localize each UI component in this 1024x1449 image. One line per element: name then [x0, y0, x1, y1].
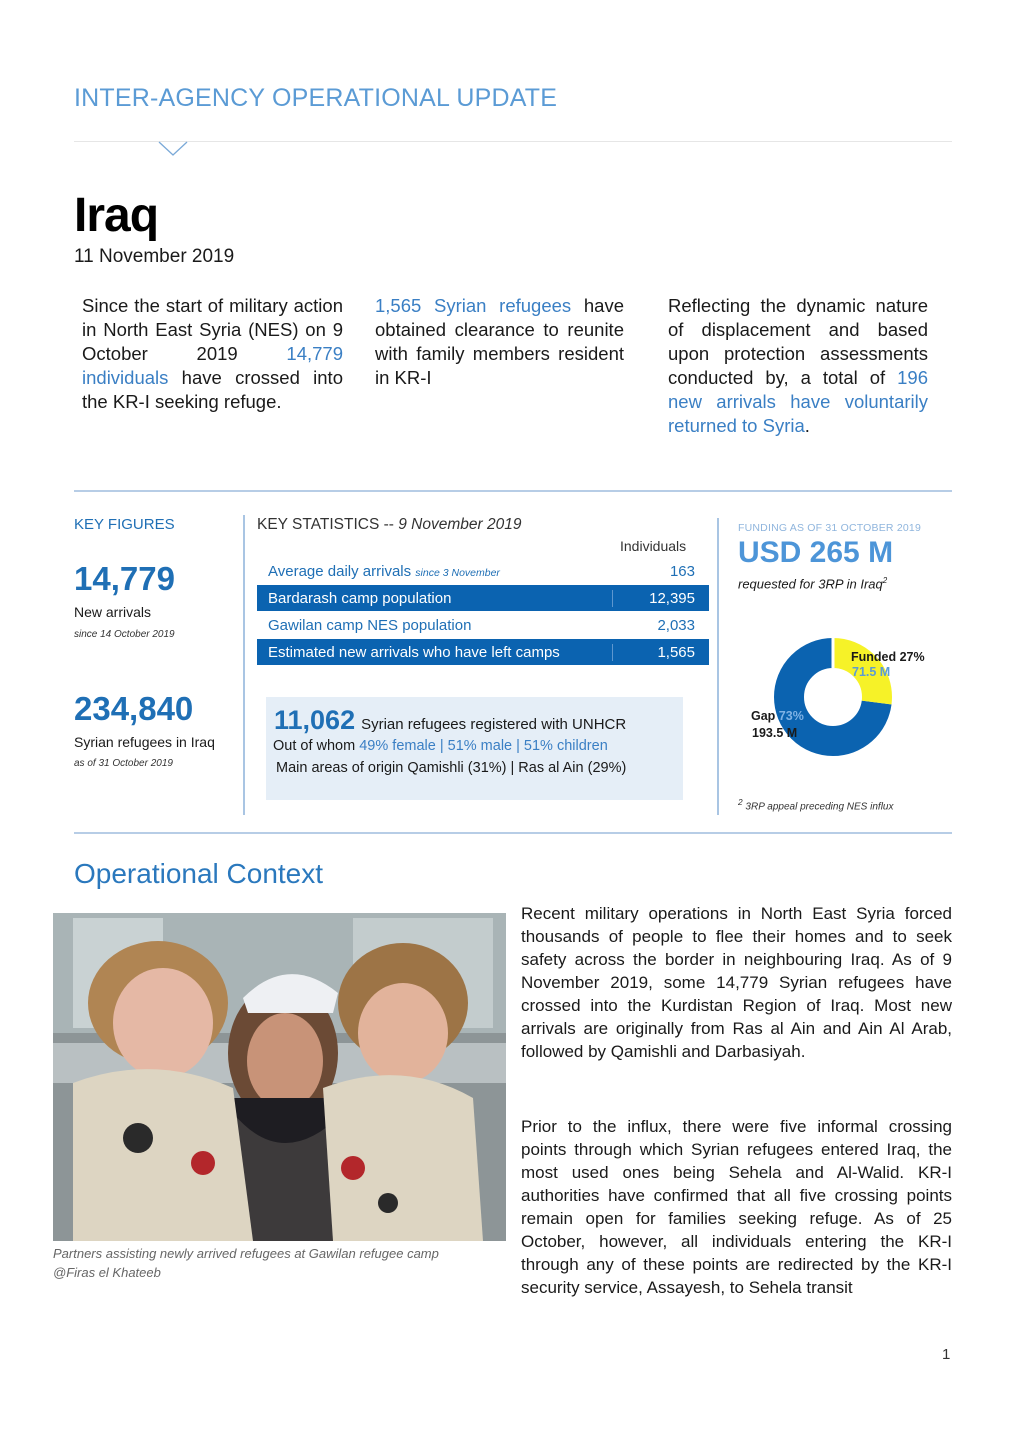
photo-caption: Partners assisting newly arrived refugees at Gawilan refugee camp @Firas el Khateeb	[53, 1246, 439, 1280]
registration-breakdown: Out of whom 49% female | 51% male | 51% children	[273, 738, 608, 754]
gap-label: Gap 73%	[751, 709, 804, 723]
key-figure-sub: since 14 October 2019	[74, 629, 175, 640]
key-statistics-heading: KEY STATISTICS -- 9 November 2019	[257, 516, 522, 533]
column-divider	[243, 515, 245, 815]
key-statistics-table	[257, 558, 709, 666]
column-header-individuals: Individuals	[620, 538, 687, 554]
key-figure-value: 234,840	[74, 690, 194, 727]
photo-image	[53, 913, 506, 1241]
intro-col-2: 1,565 Syrian refugees have obtained clearance to reunite with family members resident in KR-I	[375, 295, 624, 388]
page-number: 1	[942, 1346, 951, 1363]
highlight: 14,779 individuals	[82, 343, 343, 388]
registration-summary: 11,062 Syrian refugees registered with UNHCR	[274, 705, 627, 735]
column-divider	[717, 518, 719, 815]
funding-footnote: $^2$ 3RP appeal preceding NES influx	[738, 797, 894, 813]
highlight: 1,565 Syrian refugees	[375, 295, 572, 316]
intro-col-1: Since the start of military action in North East Syria (NES) on 9 October 2019 14,779 individuals have crossed into the KR-I seeking refuge.	[82, 295, 343, 412]
key-figure-sub: as of 31 October 2019	[74, 758, 173, 769]
section-divider	[74, 832, 952, 834]
funded-label: Funded 27%	[851, 650, 925, 664]
report-date: 11 November 2019	[74, 246, 235, 267]
highlight: 196 new arrivals have voluntarily returned to Syria	[668, 367, 928, 436]
funded-value: 71.5 M	[852, 665, 891, 679]
header-divider	[74, 141, 952, 142]
section-divider	[74, 490, 952, 492]
table-row: Average daily arrivals since 3 November 163	[257, 558, 709, 584]
funding-amount: USD 265 M	[738, 536, 894, 569]
section-title: Operational Context	[74, 858, 324, 889]
funding-heading: FUNDING AS OF 31 OCTOBER 2019	[738, 522, 921, 534]
key-figure-label: New arrivals	[74, 604, 152, 620]
funding-subtitle: requested for 3RP in Iraq$^2$	[738, 576, 888, 592]
body-paragraph: Prior to the influx, there were five informal crossing points through which Syrian refugees entered Iraq, the most used ones being Sehela and Al-Walid. KR-I authorities have confirmed that all five crossing points remain open for families seeking refuge. As of 25 October, however, all individuals entering the KR-I through any of these points are redirected by the KR-I security service, Assayesh, to Sehela transit	[521, 1117, 952, 1297]
photo-refugees-gawilan	[53, 913, 506, 1241]
table-row: Gawilan camp NES population 2,033	[257, 612, 709, 638]
page-title: Iraq	[74, 189, 159, 242]
body-paragraph: Recent military operations in North East Syria forced thousands of people to flee their homes and to seek safety across the border in neighbouring Iraq. As of 9 November 2019, some 14,779 Syrian refugees have crossed into the Kurdistan Region of Iraq. Most new arrivals are originally from Ras al Ain and Ain Al Arab, followed by Qamishli and Darbasiyah.	[521, 904, 952, 1061]
key-figures-heading: KEY FIGURES	[74, 516, 175, 533]
intro-col-3: Reflecting the dynamic nature of displacement and based upon protection assessments conducted by, a total of 196 new arrivals have voluntarily returned to Syria.	[668, 295, 928, 436]
table-row: Estimated new arrivals who have left camps 1,565	[257, 639, 709, 665]
report-series-title: INTER-AGENCY OPERATIONAL UPDATE	[74, 84, 558, 112]
table-row: Bardarash camp population 12,395	[257, 585, 709, 611]
chevron-down-icon	[158, 141, 188, 157]
key-figure-label: Syrian refugees in Iraq	[74, 734, 215, 750]
key-figure-value: 14,779	[74, 560, 175, 597]
photo-credit: @Firas el Khateeb	[53, 1265, 161, 1280]
gap-value: 193.5 M	[752, 726, 798, 740]
registration-origin: Main areas of origin Qamishli (31%) | Ras al Ain (29%)	[276, 760, 627, 776]
